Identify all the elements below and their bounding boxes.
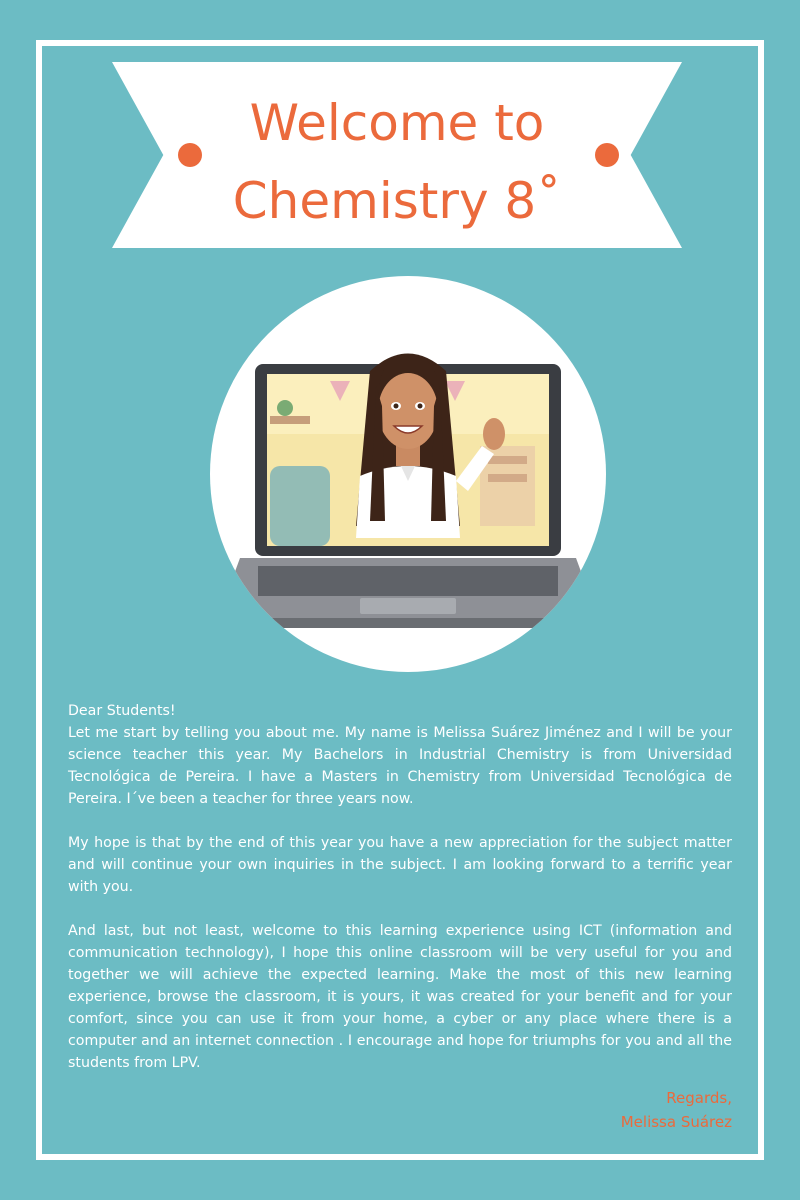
letter-paragraph-intro: Let me start by telling you about me. My name is Melissa Suárez Jiménez and I will be your science teacher this year. My Bachelors in Industrial Chemistry is from Universidad Tecnológica de Pereira. I have a Masters in Chemistry from Universidad Tecnológica de Pereira. I´ve been a teacher for three years now. [68, 725, 732, 807]
laptop-avatar-icon [210, 276, 606, 672]
closing-signature: Melissa Suárez [620, 1113, 732, 1131]
letter-greeting: Dear Students! [68, 703, 176, 719]
letter-closing [621, 1086, 732, 1134]
teacher-avatar-illustration [210, 276, 606, 672]
letter-paragraph-hope: My hope is that by the end of this year you have a new appreciation for the subject matter and will continue your own inquiries in the subject. I am looking forward to a terrific year with you. [68, 835, 732, 895]
welcome-letter [68, 700, 732, 1096]
title-line-1: Welcome to [249, 94, 545, 152]
closing-regards: Regards, [666, 1089, 732, 1107]
title-line-2: Chemistry 8˚ [232, 172, 562, 230]
letter-paragraph-welcome: And last, but not least, welcome to this learning experience using ICT (information and communication technology), I hope this online classroom will be very useful for you and together we will achieve the expected learning. Make the most of this new learning experience, browse the classroom, it is yours, it was created for your benefit and for your comfort, since you can use it from your home, a cyber or any place where there is a computer and an internet connection . I encourage and hope for triumphs for you and all the students from LPV. [68, 923, 732, 1071]
page-title [112, 84, 682, 240]
